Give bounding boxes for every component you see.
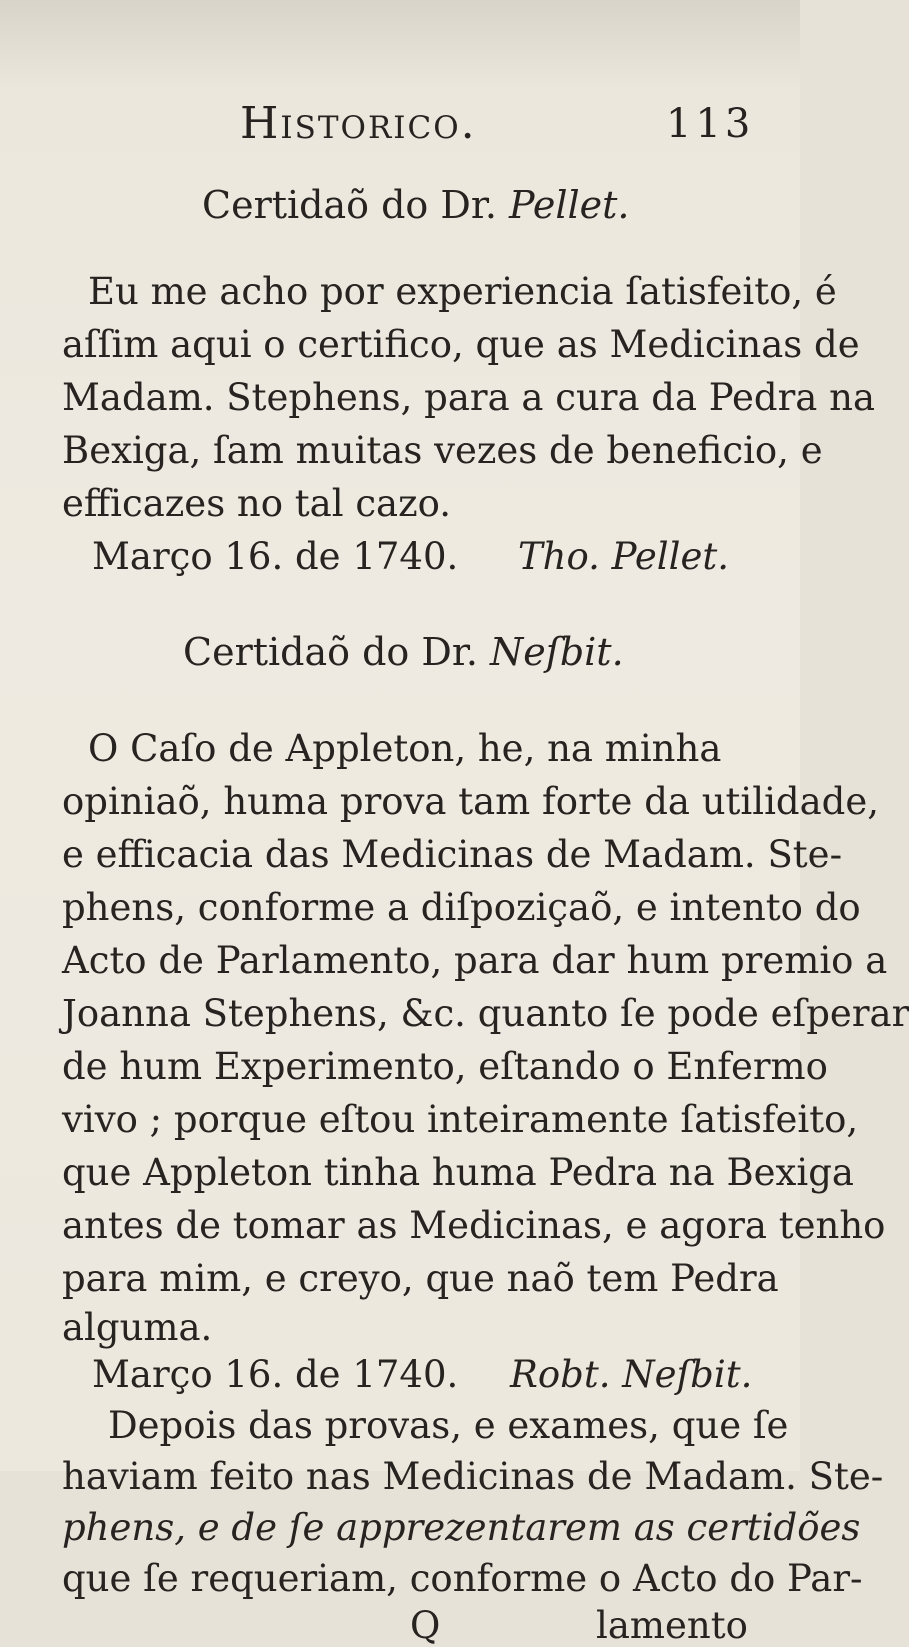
text-line: antes de tomar as Medicinas, e agora tenho	[62, 1204, 886, 1247]
text-line: haviam feito nas Medicinas de Madam. Ste-	[62, 1455, 884, 1498]
catchword: lamento	[596, 1604, 748, 1647]
heading-prefix: Certidaõ do Dr.	[202, 183, 497, 227]
text-line: Eu me acho por experiencia ſatisfeito, é	[88, 270, 837, 313]
text-line: phens, e de ſe apprezentarem as certidões	[62, 1506, 861, 1549]
text-line: opiniaõ, huma prova tam forte da utilidade,	[62, 780, 879, 823]
section-heading-nesbit	[183, 630, 624, 674]
signature-mark: Q	[410, 1604, 441, 1647]
section-heading-pellet	[202, 183, 630, 227]
heading-name: Pellet.	[509, 183, 630, 227]
page-number: 113	[666, 101, 755, 147]
text-line: Acto de Parlamento, para dar hum premio a	[62, 939, 888, 982]
text-line: efficazes no tal cazo.	[62, 482, 451, 525]
text-line: Joanna Stephens, &c. quanto ſe pode eſperar	[62, 992, 909, 1035]
heading-name: Neſbit.	[490, 630, 624, 674]
text-line: para mim, e creyo, que naõ tem Pedra	[62, 1257, 779, 1300]
text-line: que Appleton tinha huma Pedra na Bexiga	[62, 1151, 854, 1194]
text-line: e efficacia das Medicinas de Madam. Ste-	[62, 833, 843, 876]
running-title: Historico.	[240, 98, 477, 149]
signature: Tho. Pellet.	[518, 535, 729, 578]
text-line: que ſe requeriam, conforme o Acto do Par-	[62, 1557, 863, 1600]
text-line: alguma.	[62, 1306, 213, 1349]
text-line: Madam. Stephens, para a cura da Pedra na	[62, 376, 876, 419]
text-line: de hum Experimento, eſtando o Enfermo	[62, 1045, 828, 1088]
date-line: Março 16. de 1740.	[92, 535, 459, 578]
text-line: O Caſo de Appleton, he, na minha	[88, 727, 722, 770]
text-line: aſſim aqui o certifico, que as Medicinas de	[62, 323, 860, 366]
text-line: Bexiga, ſam muitas vezes de beneficio, e	[62, 429, 823, 472]
heading-prefix: Certidaõ do Dr.	[183, 630, 478, 674]
signature: Robt. Neſbit.	[510, 1353, 753, 1396]
text-line: Depois das provas, e exames, que ſe	[108, 1404, 789, 1447]
text-line: vivo ; porque eſtou inteiramente ſatisfeito,	[62, 1098, 859, 1141]
text-line: phens, conforme a diſpoziçaõ, e intento do	[62, 886, 861, 929]
date-line: Março 16. de 1740.	[92, 1353, 459, 1396]
